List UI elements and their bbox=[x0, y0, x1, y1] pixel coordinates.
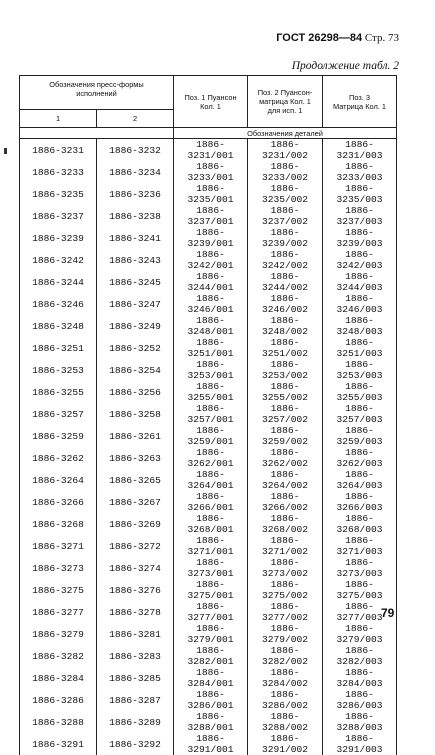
table-body bbox=[20, 139, 397, 755]
table-cell: 1886-3237 bbox=[20, 205, 97, 227]
table-cell: 1886-3236 bbox=[97, 183, 174, 205]
table-cell: 1886-3279/002 bbox=[248, 623, 323, 645]
table-cell: 1886-3259 bbox=[20, 425, 97, 447]
table-cell: 1886-3268/001 bbox=[174, 513, 248, 535]
header-pos2: Поз. 2 Пуансон-матрица Кол. 1 для исп. 1 bbox=[248, 76, 323, 128]
table-cell: 1886-3235/001 bbox=[174, 183, 248, 205]
table-cell: 1886-3247 bbox=[97, 293, 174, 315]
table-cell: 1886-3249 bbox=[97, 315, 174, 337]
table-cell: 1886-3286 bbox=[20, 689, 97, 711]
table-cell: 1886-3245 bbox=[97, 271, 174, 293]
designations-table bbox=[19, 75, 397, 755]
table-cell: 1886-3288 bbox=[20, 711, 97, 733]
table-cell: 1886-3276 bbox=[97, 579, 174, 601]
table-cell: 1886-3264/001 bbox=[174, 469, 248, 491]
table-cell: 1886-3255/002 bbox=[248, 381, 323, 403]
table-cell: 1886-3282/001 bbox=[174, 645, 248, 667]
table-cell: 1886-3271 bbox=[20, 535, 97, 557]
table-row bbox=[20, 447, 397, 469]
table-cell: 1886-3233/001 bbox=[174, 161, 248, 183]
table-cell: 1886-3261 bbox=[97, 425, 174, 447]
table-cell: 1886-3282/002 bbox=[248, 645, 323, 667]
table-cell: 1886-3281 bbox=[97, 623, 174, 645]
standard-code: ГОСТ 26298—84 bbox=[276, 32, 362, 44]
table-cell: 1886-3253/003 bbox=[323, 359, 397, 381]
table-cell: 1886-3231 bbox=[20, 139, 97, 162]
table-cell: 1886-3291/002 bbox=[248, 733, 323, 755]
table-cell: 1886-3248 bbox=[20, 315, 97, 337]
header-empty-cell bbox=[20, 128, 174, 139]
header-pos3: Поз. 3 Матрица Кол. 1 bbox=[323, 76, 397, 128]
table-cell: 1886-3289 bbox=[97, 711, 174, 733]
table-cell: 1886-3241 bbox=[97, 227, 174, 249]
table-cell: 1886-3286/003 bbox=[323, 689, 397, 711]
table-row bbox=[20, 293, 397, 315]
table-cell: 1886-3257/002 bbox=[248, 403, 323, 425]
table-cell: 1886-3282/003 bbox=[323, 645, 397, 667]
header-col1-number: 1 bbox=[20, 110, 97, 128]
table-cell: 1886-3259/001 bbox=[174, 425, 248, 447]
table-cell: 1886-3255/001 bbox=[174, 381, 248, 403]
table-cell: 1886-3256 bbox=[97, 381, 174, 403]
table-cell: 1886-3244/001 bbox=[174, 271, 248, 293]
table-cell: 1886-3279/003 bbox=[323, 623, 397, 645]
table-cell: 1886-3239 bbox=[20, 227, 97, 249]
table-cell: 1886-3233/002 bbox=[248, 161, 323, 183]
table-cell: 1886-3257/003 bbox=[323, 403, 397, 425]
table-cell: 1886-3273/002 bbox=[248, 557, 323, 579]
table-cell: 1886-3251 bbox=[20, 337, 97, 359]
table-cell: 1886-3275/002 bbox=[248, 579, 323, 601]
scan-mark bbox=[4, 148, 7, 154]
table-cell: 1886-3277/002 bbox=[248, 601, 323, 623]
table-row bbox=[20, 249, 397, 271]
header-pos1: Поз. 1 Пуансон Кол. 1 bbox=[174, 76, 248, 128]
table-cell: 1886-3246/002 bbox=[248, 293, 323, 315]
table-cell: 1886-3246 bbox=[20, 293, 97, 315]
table-row bbox=[20, 579, 397, 601]
table-cell: 1886-3266/001 bbox=[174, 491, 248, 513]
table-row bbox=[20, 161, 397, 183]
table-cell: 1886-3231/003 bbox=[323, 139, 397, 162]
table-cell: 1886-3271/001 bbox=[174, 535, 248, 557]
table-cell: 1886-3253/002 bbox=[248, 359, 323, 381]
table-cell: 1886-3251/003 bbox=[323, 337, 397, 359]
table-cell: 1886-3273/003 bbox=[323, 557, 397, 579]
table-row bbox=[20, 337, 397, 359]
table-cell: 1886-3251/002 bbox=[248, 337, 323, 359]
table-row bbox=[20, 139, 397, 162]
table-row bbox=[20, 733, 397, 755]
table-cell: 1886-3242/001 bbox=[174, 249, 248, 271]
table-cell: 1886-3237/003 bbox=[323, 205, 397, 227]
table-cell: 1886-3291/003 bbox=[323, 733, 397, 755]
table-cell: 1886-3279 bbox=[20, 623, 97, 645]
table-cell: 1886-3235/003 bbox=[323, 183, 397, 205]
table-row bbox=[20, 557, 397, 579]
table-continuation-caption: Продолжение табл. 2 bbox=[292, 60, 399, 72]
table-cell: 1886-3259/003 bbox=[323, 425, 397, 447]
table-cell: 1886-3288/001 bbox=[174, 711, 248, 733]
table-row bbox=[20, 381, 397, 403]
table-cell: 1886-3277 bbox=[20, 601, 97, 623]
table-cell: 1886-3244 bbox=[20, 271, 97, 293]
table-cell: 1886-3274 bbox=[97, 557, 174, 579]
table-cell: 1886-3286/001 bbox=[174, 689, 248, 711]
table-cell: 1886-3267 bbox=[97, 491, 174, 513]
table-cell: 1886-3273/001 bbox=[174, 557, 248, 579]
table-row bbox=[20, 513, 397, 535]
table-cell: 1886-3258 bbox=[97, 403, 174, 425]
table-cell: 1886-3244/003 bbox=[323, 271, 397, 293]
table-cell: 1886-3266 bbox=[20, 491, 97, 513]
table-cell: 1886-3252 bbox=[97, 337, 174, 359]
table-cell: 1886-3259/002 bbox=[248, 425, 323, 447]
table-cell: 1886-3231/001 bbox=[174, 139, 248, 162]
table-cell: 1886-3232 bbox=[97, 139, 174, 162]
table-cell: 1886-3275/001 bbox=[174, 579, 248, 601]
table-cell: 1886-3254 bbox=[97, 359, 174, 381]
table-cell: 1886-3291/001 bbox=[174, 733, 248, 755]
table-cell: 1886-3251/001 bbox=[174, 337, 248, 359]
table-row bbox=[20, 689, 397, 711]
table-cell: 1886-3237/002 bbox=[248, 205, 323, 227]
table-cell: 1886-3284 bbox=[20, 667, 97, 689]
table-cell: 1886-3239/002 bbox=[248, 227, 323, 249]
table-cell: 1886-3284/002 bbox=[248, 667, 323, 689]
table-cell: 1886-3278 bbox=[97, 601, 174, 623]
table-cell: 1886-3269 bbox=[97, 513, 174, 535]
table-cell: 1886-3271/003 bbox=[323, 535, 397, 557]
table-row bbox=[20, 645, 397, 667]
header-mold-versions: Обозначения пресс-формы исполнений bbox=[20, 76, 174, 110]
table-cell: 1886-3268 bbox=[20, 513, 97, 535]
table-row bbox=[20, 623, 397, 645]
table-cell: 1886-3266/002 bbox=[248, 491, 323, 513]
table-cell: 1886-3268/002 bbox=[248, 513, 323, 535]
table-cell: 1886-3237/001 bbox=[174, 205, 248, 227]
table-cell: 1886-3233 bbox=[20, 161, 97, 183]
table-cell: 1886-3284/001 bbox=[174, 667, 248, 689]
table-cell: 1886-3263 bbox=[97, 447, 174, 469]
table-cell: 1886-3239/003 bbox=[323, 227, 397, 249]
table-row bbox=[20, 359, 397, 381]
table-row bbox=[20, 469, 397, 491]
table-cell: 1886-3275/003 bbox=[323, 579, 397, 601]
table-cell: 1886-3264/003 bbox=[323, 469, 397, 491]
page-label: Стр. 73 bbox=[365, 32, 399, 44]
table-cell: 1886-3246/003 bbox=[323, 293, 397, 315]
table-cell: 1886-3242 bbox=[20, 249, 97, 271]
page-header bbox=[276, 32, 399, 44]
table-cell: 1886-3262/001 bbox=[174, 447, 248, 469]
table-cell: 1886-3277/003 bbox=[323, 601, 397, 623]
table-cell: 1886-3231/002 bbox=[248, 139, 323, 162]
table-cell: 1886-3285 bbox=[97, 667, 174, 689]
table-cell: 1886-3242/003 bbox=[323, 249, 397, 271]
table-row bbox=[20, 271, 397, 293]
table-row bbox=[20, 491, 397, 513]
table-cell: 1886-3234 bbox=[97, 161, 174, 183]
table-cell: 1886-3257 bbox=[20, 403, 97, 425]
table-cell: 1886-3264 bbox=[20, 469, 97, 491]
table-cell: 1886-3272 bbox=[97, 535, 174, 557]
page-number: 79 bbox=[381, 606, 394, 620]
table-row bbox=[20, 425, 397, 447]
header-col2-number: 2 bbox=[97, 110, 174, 128]
table-cell: 1886-3248/003 bbox=[323, 315, 397, 337]
table-cell: 1886-3268/003 bbox=[323, 513, 397, 535]
table-cell: 1886-3287 bbox=[97, 689, 174, 711]
table-cell: 1886-3248/001 bbox=[174, 315, 248, 337]
table-cell: 1886-3246/001 bbox=[174, 293, 248, 315]
table-row bbox=[20, 205, 397, 227]
table-row bbox=[20, 711, 397, 733]
table-row bbox=[20, 183, 397, 205]
table-cell: 1886-3253/001 bbox=[174, 359, 248, 381]
table-cell: 1886-3283 bbox=[97, 645, 174, 667]
table-cell: 1886-3239/001 bbox=[174, 227, 248, 249]
table-cell: 1886-3292 bbox=[97, 733, 174, 755]
table-cell: 1886-3291 bbox=[20, 733, 97, 755]
table-cell: 1886-3275 bbox=[20, 579, 97, 601]
table-cell: 1886-3235/002 bbox=[248, 183, 323, 205]
table-cell: 1886-3262/002 bbox=[248, 447, 323, 469]
table-cell: 1886-3265 bbox=[97, 469, 174, 491]
table-cell: 1886-3253 bbox=[20, 359, 97, 381]
table-cell: 1886-3235 bbox=[20, 183, 97, 205]
table-cell: 1886-3238 bbox=[97, 205, 174, 227]
header-details: Обозначения деталей bbox=[174, 128, 397, 139]
table-cell: 1886-3257/001 bbox=[174, 403, 248, 425]
table-cell: 1886-3279/001 bbox=[174, 623, 248, 645]
table-cell: 1886-3264/002 bbox=[248, 469, 323, 491]
table-row bbox=[20, 227, 397, 249]
table-cell: 1886-3273 bbox=[20, 557, 97, 579]
table-cell: 1886-3284/003 bbox=[323, 667, 397, 689]
table-cell: 1886-3233/003 bbox=[323, 161, 397, 183]
table-cell: 1886-3282 bbox=[20, 645, 97, 667]
table-cell: 1886-3266/003 bbox=[323, 491, 397, 513]
table-cell: 1886-3288/003 bbox=[323, 711, 397, 733]
table-cell: 1886-3262/003 bbox=[323, 447, 397, 469]
table-cell: 1886-3255/003 bbox=[323, 381, 397, 403]
table-cell: 1886-3271/002 bbox=[248, 535, 323, 557]
table-cell: 1886-3255 bbox=[20, 381, 97, 403]
table-cell: 1886-3286/002 bbox=[248, 689, 323, 711]
table-cell: 1886-3243 bbox=[97, 249, 174, 271]
table-row bbox=[20, 601, 397, 623]
table-cell: 1886-3242/002 bbox=[248, 249, 323, 271]
table-row bbox=[20, 403, 397, 425]
table-row bbox=[20, 535, 397, 557]
table-row bbox=[20, 315, 397, 337]
table-row bbox=[20, 667, 397, 689]
table-cell: 1886-3288/002 bbox=[248, 711, 323, 733]
table-cell: 1886-3244/002 bbox=[248, 271, 323, 293]
table-cell: 1886-3248/002 bbox=[248, 315, 323, 337]
table-cell: 1886-3277/001 bbox=[174, 601, 248, 623]
table-cell: 1886-3262 bbox=[20, 447, 97, 469]
